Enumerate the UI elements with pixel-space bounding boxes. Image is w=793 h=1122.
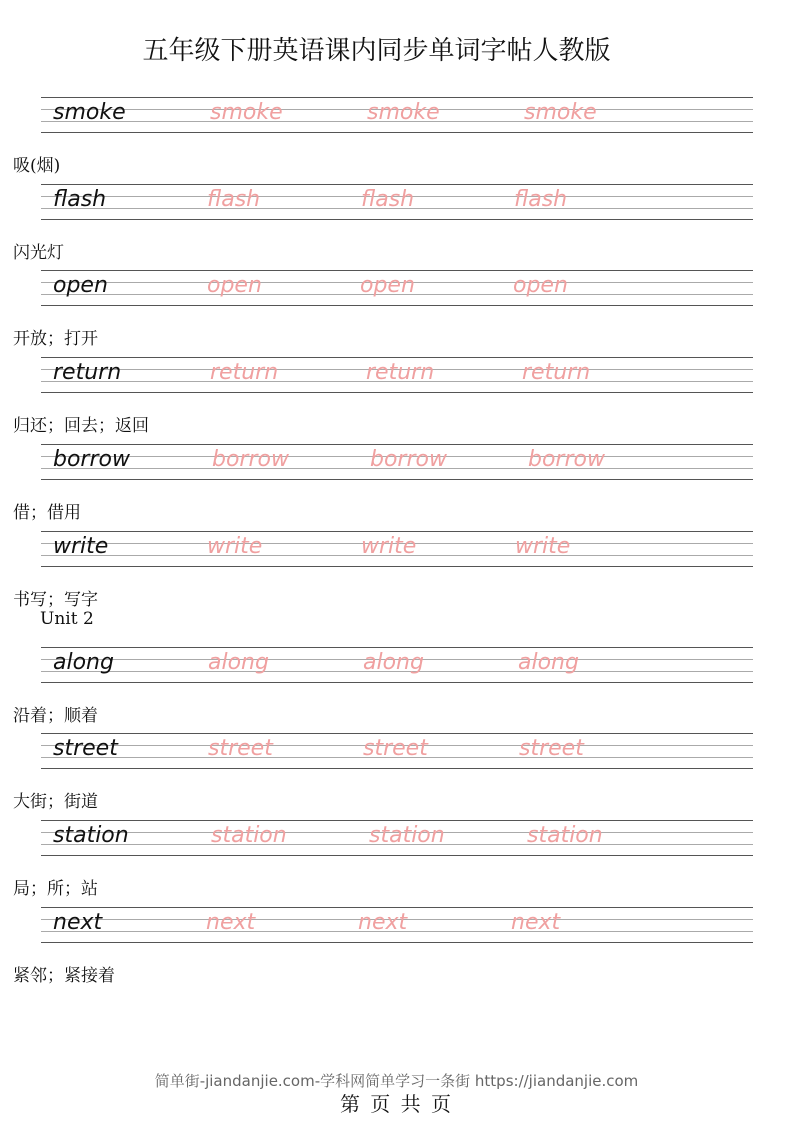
word-meaning: 归还；回去；返回 [13,416,149,436]
vocab-word: next [53,910,103,935]
word-meaning: 书写；写字 [13,590,98,610]
guide-line [41,97,753,98]
writing-row-smoke [41,97,753,133]
trace-word: flash [207,187,261,212]
trace-word: street [519,736,584,761]
guide-line [41,132,753,133]
guide-line [41,855,753,856]
vocab-word: open [53,273,108,298]
vocab-word: along [53,650,114,675]
trace-word: open [513,273,568,298]
writing-row-write [41,531,753,567]
guide-line [41,357,753,358]
vocab-word: write [53,534,109,559]
guide-line [41,392,753,393]
word-meaning: 大街；街道 [13,792,98,812]
guide-line [41,733,753,734]
writing-row-borrow [41,444,753,480]
guide-line [41,566,753,567]
trace-word: write [515,534,571,559]
guide-line [41,768,753,769]
trace-word: next [206,910,256,935]
guide-line [41,682,753,683]
footer-site: 简单街-jiandanjie.com-学科网简单学习一条街 https://jiandanjie.com [154,1072,639,1090]
trace-word: along [363,650,424,675]
trace-word: smoke [367,100,440,125]
writing-row-station [41,820,753,856]
word-meaning: 局；所；站 [13,879,98,899]
trace-word: open [360,273,415,298]
guide-line [41,184,753,185]
writing-row-next [41,907,753,943]
trace-word: flash [361,187,415,212]
trace-word: write [207,534,263,559]
trace-word: borrow [212,447,289,472]
page-number: 第 页 共 页 [339,1092,454,1116]
guide-line [41,479,753,480]
writing-row-return [41,357,753,393]
trace-word: return [210,360,279,385]
word-meaning: 闪光灯 [13,243,64,263]
guide-line [41,820,753,821]
trace-word: station [527,823,603,848]
writing-row-flash [41,184,753,220]
word-meaning: 吸(烟) [13,156,61,176]
word-meaning: 沿着；顺着 [13,706,98,726]
word-meaning: 紧邻；紧接着 [13,966,115,986]
guide-line [41,305,753,306]
vocab-word: flash [53,187,107,212]
trace-word: street [363,736,428,761]
trace-word: return [366,360,435,385]
unit-heading: Unit 2 [40,609,94,629]
trace-word: smoke [524,100,597,125]
vocab-word: return [53,360,122,385]
trace-word: smoke [210,100,283,125]
vocab-word: street [53,736,118,761]
page-title: 五年级下册英语课内同步单词字帖人教版 [142,36,611,66]
trace-word: open [207,273,262,298]
trace-word: station [369,823,445,848]
guide-line [41,531,753,532]
trace-word: borrow [528,447,605,472]
trace-word: flash [514,187,568,212]
word-meaning: 开放；打开 [13,329,98,349]
guide-line [41,219,753,220]
guide-line [41,444,753,445]
writing-row-open [41,270,753,306]
guide-line [41,270,753,271]
trace-word: borrow [370,447,447,472]
guide-line [41,942,753,943]
trace-word: next [511,910,561,935]
vocab-word: station [53,823,129,848]
word-meaning: 借；借用 [13,503,81,523]
trace-word: next [358,910,408,935]
writing-row-along [41,647,753,683]
vocab-word: borrow [53,447,130,472]
trace-word: along [208,650,269,675]
guide-line [41,647,753,648]
trace-word: return [522,360,591,385]
guide-line [41,907,753,908]
trace-word: write [361,534,417,559]
trace-word: street [208,736,273,761]
writing-row-street [41,733,753,769]
vocab-word: smoke [53,100,126,125]
trace-word: station [211,823,287,848]
trace-word: along [518,650,579,675]
